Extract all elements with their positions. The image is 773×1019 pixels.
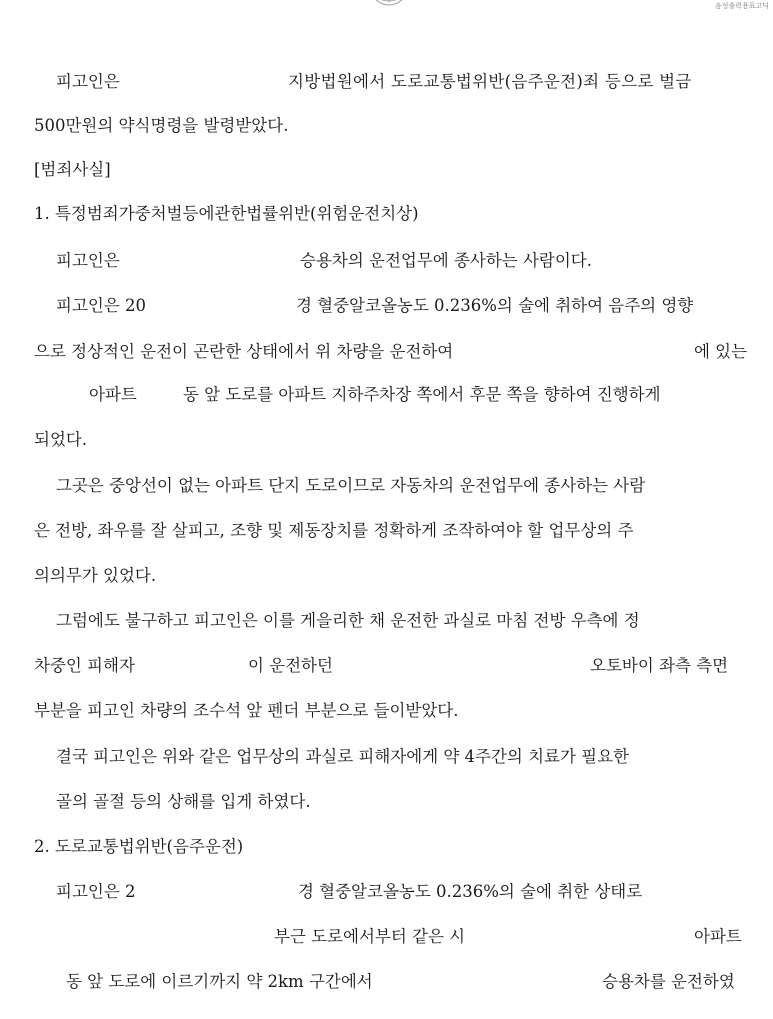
text-segment: 피고인은	[56, 72, 120, 91]
text-segment: 아파트	[89, 385, 137, 404]
text-segment: 되었다.	[34, 430, 88, 449]
court-seal-emblem	[366, 0, 412, 18]
text-segment: 승용차의 운전업무에 종사하는 사람이다.	[300, 251, 592, 270]
text-segment: 의의무가 있었다.	[34, 566, 157, 585]
text-segment: [범죄사실]	[34, 160, 111, 179]
section-heading: 2. 도로교통법위반(음주운전)	[34, 837, 244, 856]
text-segment: 동 앞 도로에 이르기까지 약 2km 구간에서	[66, 972, 373, 991]
text-segment: 아파트	[694, 927, 742, 946]
text-segment: 경 혈중알코올농도 0.236%의 술에 취하여 음주의 영향	[296, 296, 694, 315]
text-segment: 피고인은 2	[56, 882, 136, 901]
text-segment: 500만원의 약식명령을 발령받았다.	[34, 116, 289, 135]
text-segment: 그곳은 중앙선이 없는 아파트 단지 도로이므로 자동차의 운전업무에 종사하는 사람	[56, 476, 646, 495]
text-segment: 차중인 피해자	[34, 656, 135, 675]
text-segment: 동 앞 도로를 아파트 지하주차장 쪽에서 후문 쪽을 향하여 진행하게	[183, 385, 661, 404]
section-heading: 1. 특정범죄가중처벌등에관한법률위반(위험운전치상)	[34, 204, 419, 223]
text-segment: 피고인은	[56, 251, 120, 270]
text-segment: 에 있는	[694, 342, 748, 361]
text-segment: 그럼에도 불구하고 피고인은 이를 게을리한 채 운전한 과실로 마침 전방 우측에 정	[56, 611, 640, 630]
text-segment: 지방법원에서 도로교통법위반(음주운전)죄 등으로 벌금	[288, 72, 692, 91]
text-segment: 부근 도로에서부터 같은 시	[274, 927, 466, 946]
page-watermark: 음성출력용표고딕	[714, 2, 769, 10]
text-segment: 이 운전하던	[248, 656, 333, 675]
text-segment: 피고인은 20	[56, 296, 146, 315]
text-segment: 결국 피고인은 위와 같은 업무상의 과실로 피해자에게 약 4주간의 치료가 필요한	[56, 747, 629, 766]
text-segment: 승용차를 운전하였	[602, 972, 735, 991]
text-segment: 골의 골절 등의 상해를 입게 하였다.	[56, 792, 311, 811]
text-segment: 오토바이 좌측 측면	[590, 656, 729, 675]
text-segment: 으로 정상적인 운전이 곤란한 상태에서 위 차량을 운전하여	[34, 342, 454, 361]
text-segment: 경 혈중알코올농도 0.236%의 술에 취한 상태로	[298, 882, 643, 901]
text-segment: 은 전방, 좌우를 잘 살피고, 조향 및 제동장치를 정확하게 조작하여야 할 업무상의 주	[34, 521, 634, 540]
text-segment: 부분을 피고인 차량의 조수석 앞 펜더 부분으로 들이받았다.	[34, 701, 459, 720]
